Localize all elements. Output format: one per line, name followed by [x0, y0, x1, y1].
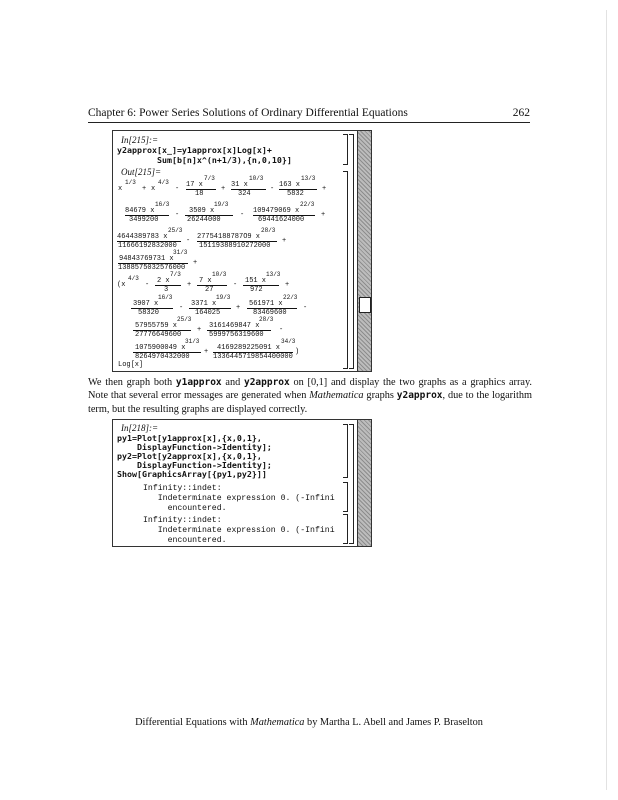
operator: -	[233, 281, 238, 289]
message-line-5: Indeterminate expression 0. (-Infini	[143, 526, 335, 535]
operator: -	[303, 304, 308, 312]
exponent: 4/3	[158, 179, 169, 186]
exponent: 31/3	[185, 338, 200, 345]
software-name: Mathematica	[250, 717, 305, 728]
exponent: 10/3	[249, 175, 264, 182]
inline-code: y2approx	[396, 390, 443, 402]
input-label: In[215]:=	[121, 135, 159, 145]
notebook-window-1	[112, 130, 372, 372]
denominator: 3499200	[129, 216, 159, 224]
denominator: 15119388910272000	[199, 242, 271, 250]
numerator: 3509 x	[189, 207, 215, 215]
denominator: 3	[164, 286, 169, 294]
input-line-3[interactable]: py2=Plot[y2approx[x],{x,0,1},	[117, 451, 262, 461]
exponent: 19/3	[216, 294, 231, 301]
scrollbar-thumb[interactable]	[359, 297, 371, 313]
close-paren: )	[295, 348, 300, 356]
input-line-1[interactable]: y2approx[x_]=y1approx[x]Log[x]+	[117, 145, 272, 155]
chapter-title: Chapter 6: Power Series Solutions of Ordinary Differential Equations	[88, 107, 408, 119]
header-rule	[88, 122, 530, 123]
term: x	[118, 185, 123, 193]
operator: +	[282, 237, 287, 245]
exponent: 16/3	[158, 294, 173, 301]
numerator: 561971 x	[249, 300, 283, 308]
numerator: 1075900049 x	[135, 344, 186, 352]
input-cell-bracket[interactable]	[343, 134, 348, 165]
operator: +	[197, 326, 202, 334]
input-label: In[218]:=	[121, 423, 159, 433]
denominator: 5832	[287, 190, 304, 198]
denominator: 972	[250, 286, 263, 294]
exponent: 10/3	[212, 271, 227, 278]
exponent: 1/3	[125, 179, 136, 186]
exponent: 7/3	[204, 175, 215, 182]
numerator: 4169289225091 x	[217, 344, 281, 352]
numerator: 2 x	[157, 277, 170, 285]
operator: +	[187, 281, 192, 289]
exponent: 28/3	[259, 316, 274, 323]
numerator: 94843769731 x	[119, 255, 174, 263]
operator: -	[179, 304, 184, 312]
numerator: 151 x	[245, 277, 267, 285]
body-paragraph: We then graph both y1approx and y2approx on [0,1] and display the two graphs as a graphics array. Note that several error messages are generated when Mathematica graphs y2approx, due to the logarithm term, but the resulting graphs are displayed correctly.	[88, 377, 533, 415]
message-cell-bracket[interactable]	[343, 482, 348, 512]
numerator: 17 x	[186, 181, 203, 189]
denominator: 27776649600	[135, 331, 182, 339]
exponent: 19/3	[214, 201, 229, 208]
group-cell-bracket[interactable]	[349, 424, 354, 544]
term: x	[151, 185, 156, 193]
operator: +	[285, 281, 290, 289]
output-label: Out[215]=	[121, 167, 162, 177]
operator: +	[204, 348, 209, 356]
operator: +	[236, 304, 241, 312]
operator: -	[270, 185, 275, 193]
exponent: 13/3	[266, 271, 281, 278]
page-number: 262	[512, 107, 530, 119]
exponent: 4/3	[128, 275, 139, 282]
exponent: 34/3	[281, 338, 296, 345]
denominator: 18	[195, 190, 204, 198]
numerator: 3161469847 x	[209, 322, 260, 330]
denominator: 11666192832000	[118, 242, 177, 250]
numerator: 7 x	[199, 277, 212, 285]
denominator: 58320	[138, 309, 160, 317]
numerator: 4644389783 x	[117, 233, 168, 241]
operator: +	[221, 185, 226, 193]
denominator: 69441624000	[258, 216, 305, 224]
denominator: 83469600	[253, 309, 287, 317]
vertical-scrollbar[interactable]	[357, 131, 371, 371]
vertical-scrollbar[interactable]	[357, 420, 371, 546]
inline-code: y1approx	[175, 377, 222, 388]
message-cell-bracket[interactable]	[343, 514, 348, 544]
input-line-1[interactable]: py1=Plot[y1approx[x],{x,0,1},	[117, 433, 262, 443]
operator: +	[321, 211, 326, 219]
denominator: 5999756319600	[209, 331, 264, 339]
output-cell-bracket[interactable]	[343, 171, 348, 369]
message-line-2: Indeterminate expression 0. (-Infini	[143, 494, 335, 503]
open-paren-term: (x	[117, 281, 126, 289]
input-cell-bracket[interactable]	[343, 424, 348, 478]
message-line-1: Infinity::indet:	[143, 484, 222, 493]
denominator: 1388575032576000	[118, 264, 186, 272]
group-cell-bracket[interactable]	[349, 134, 354, 369]
input-line-2[interactable]: DisplayFunction->Identity];	[117, 442, 272, 452]
numerator: 3371 x	[191, 300, 217, 308]
page-edge-rule	[606, 10, 607, 790]
operator: -	[186, 237, 191, 245]
input-line-5[interactable]: Show[GraphicsArray[{py1,py2}]]	[117, 469, 267, 479]
denominator: 1336445719854400000	[213, 353, 293, 361]
numerator: 57955759 x	[135, 322, 178, 330]
page-footer: Differential Equations with Mathematica by Martha L. Abell and James P. Braselton	[135, 717, 483, 728]
operator: +	[322, 185, 327, 193]
operator: +	[193, 259, 198, 267]
operator: -	[240, 211, 245, 219]
exponent: 25/3	[168, 227, 183, 234]
input-line-2[interactable]: Sum[b[n]x^(n+1/3),{n,0,10}]	[117, 155, 292, 165]
operator: -	[145, 281, 150, 289]
operator: -	[175, 211, 180, 219]
numerator: 3907 x	[133, 300, 159, 308]
exponent: 25/3	[177, 316, 192, 323]
denominator: 26244000	[187, 216, 221, 224]
numerator: 84679 x	[125, 207, 155, 215]
exponent: 22/3	[300, 201, 315, 208]
output-row-9: Log[x]	[118, 361, 144, 369]
operator: -	[175, 185, 180, 193]
operator: +	[142, 185, 147, 193]
exponent: 28/3	[261, 227, 276, 234]
operator: -	[279, 326, 284, 334]
exponent: 16/3	[155, 201, 170, 208]
notebook-window-2	[112, 419, 372, 547]
exponent: 13/3	[301, 175, 316, 182]
denominator: 8264970432000	[135, 353, 190, 361]
exponent: 7/3	[170, 271, 181, 278]
software-name: Mathematica	[309, 390, 364, 402]
denominator: 324	[238, 190, 251, 198]
denominator: 164025	[195, 309, 221, 317]
message-line-4: Infinity::indet:	[143, 516, 222, 525]
numerator: 109479069 x	[253, 207, 300, 215]
denominator: 27	[205, 286, 214, 294]
exponent: 31/3	[173, 249, 188, 256]
numerator: 31 x	[231, 181, 248, 189]
input-line-4[interactable]: DisplayFunction->Identity];	[117, 460, 272, 470]
inline-code: y2approx	[243, 377, 290, 388]
message-line-3: encountered.	[143, 504, 227, 513]
numerator: 27754188787O9 x	[197, 233, 261, 241]
numerator: 163 x	[279, 181, 301, 189]
exponent: 22/3	[283, 294, 298, 301]
message-line-6: encountered.	[143, 536, 227, 545]
